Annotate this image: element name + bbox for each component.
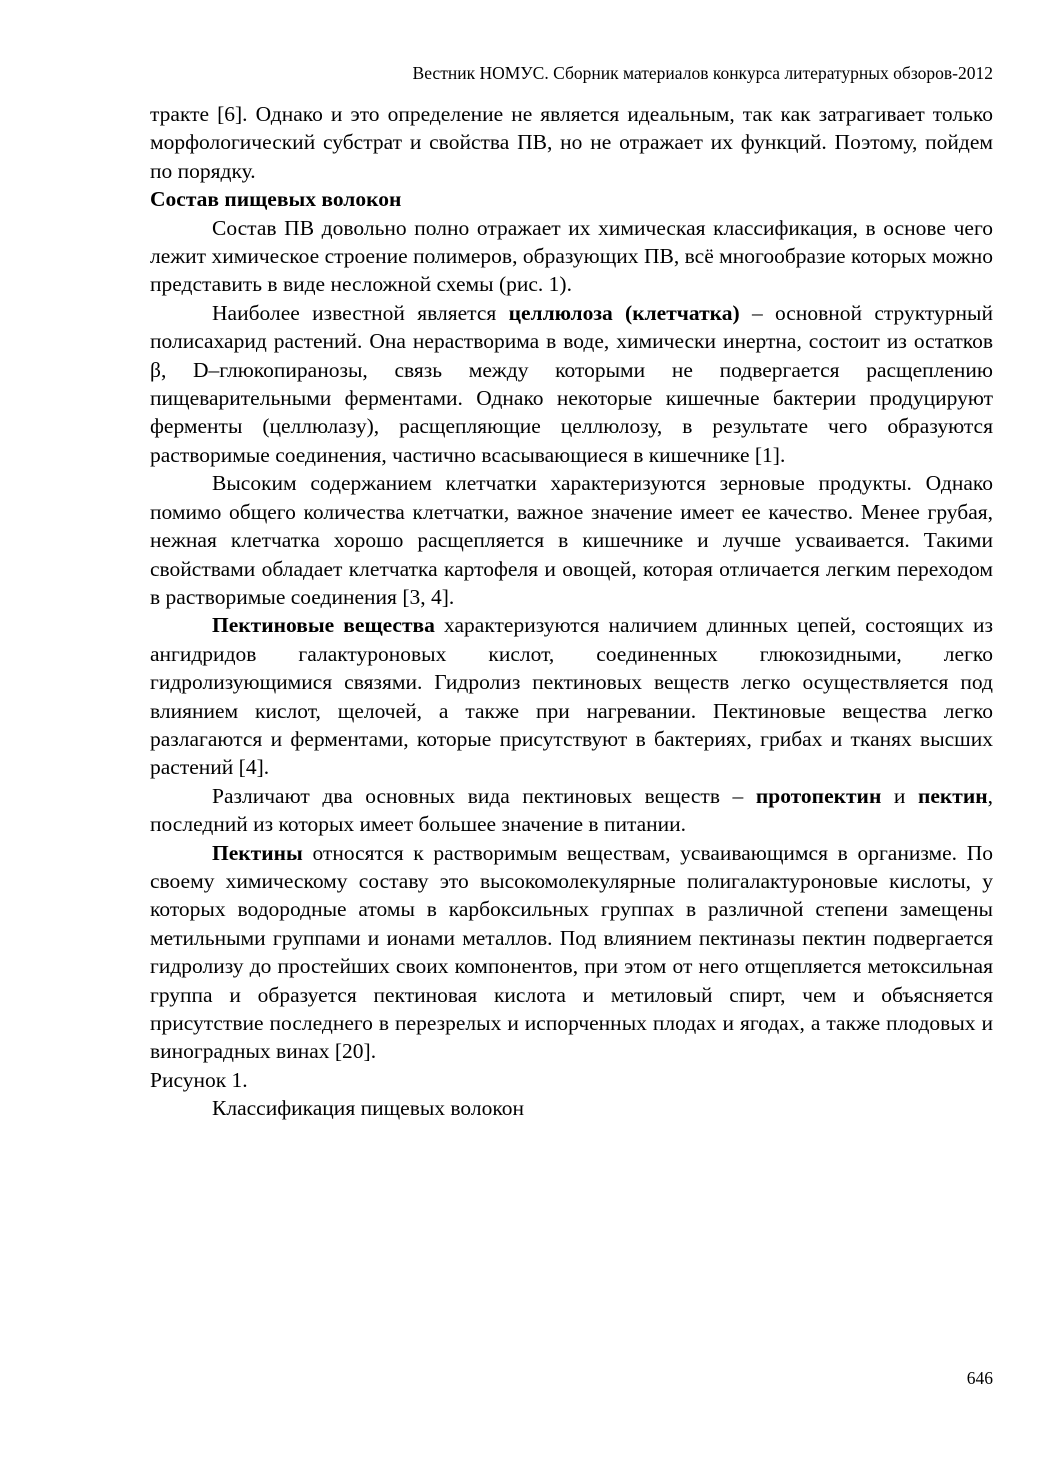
paragraph-cellulose <box>150 299 993 469</box>
figure-caption: Классификация пищевых волокон <box>212 1096 524 1121</box>
figure-label: Рисунок 1. <box>150 1067 248 1092</box>
text-run: характеризуются наличием длинных цепей, состоящих из ангидридов галактуроновых кислот, соединенных глюкозидными, легко гидролизующимися связями. Гидролиз пектиновых веществ легко осуществляется под влиянием кислот, щелочей, а также при нагревании. Пектиновые вещества легко разлагаются и ферментами, которые присутствуют в бактериях, грибах и тканях высших растений [4]. <box>150 613 993 780</box>
page-number: 646 <box>966 1368 993 1388</box>
text-run: Различают два основных вида пектиновых веществ – <box>212 783 756 808</box>
text-run: – основной структурный полисахарид растений. Она нерастворима в воде, химически инертна, состоит из остатков β, D–глюкопиранозы, связь между которыми не подвергается расщеплению пищеварительными ферментами. Однако некоторые кишечные бактерии продуцируют ферменты (целлюлазу), расщепляющие целлюлозу, в результате чего образуются растворимые соединения, частично всасывающиеся в кишечнике [1]. <box>150 300 993 467</box>
section-heading: Состав пищевых волокон <box>150 187 402 212</box>
paragraph-continuation: тракте [6]. Однако и это определение не является идеальным, так как затрагивает только морфологический субстрат и свойства ПВ, но не отражает их функций. Поэтому, пойдем по порядку. <box>150 102 993 183</box>
running-header: Вестник НОМУС. Сборник материалов конкурса литературных обзоров-2012 <box>412 63 993 83</box>
text-run: относятся к растворимым веществам, усваивающимся в организме. По своему химическому составу это высокомолекулярные полигалактуроновые кислоты, у которых водородные атомы в карбоксильных группах в различной степени замещены метильными группами и ионами металлов. Под влиянием пектиназы пектин подвергается гидролизу до простейших своих компонентов, при этом от него отщепляется метоксильная группа и образуется пектиновая кислота и метиловый спирт, чем и объясняется присутствие последнего в перезрелых и испорченных плодах и ягодах, а также плодовых и виноградных винах [20]. <box>150 840 993 1064</box>
page-body <box>150 100 993 1123</box>
term-pectin: пектин <box>917 783 988 808</box>
paragraph-grain-fiber: Высоким содержанием клетчатки характеризуются зерновые продукты. Однако помимо общего количества клетчатки, важное значение имеет ее качество. Менее грубая, нежная клетчатка хорошо расщепляется в кишечнике и лучше усваивается. Такими свойствами обладает клетчатка картофеля и овощей, которая отличается легким переходом в растворимые соединения [3, 4]. <box>150 471 993 609</box>
paragraph-pectin-types <box>150 782 993 839</box>
term-cellulose: целлюлоза (клетчатка) <box>508 300 740 325</box>
term-pectin-substances: Пектиновые вещества <box>212 613 435 638</box>
text-run: Наиболее известной является <box>212 300 509 325</box>
paragraph-composition: Состав ПВ довольно полно отражает их химическая классификация, в основе чего лежит химическое строение полимеров, образующих ПВ, всё многообразие которых можно представить в виде несложной схемы (рис. 1). <box>150 215 993 297</box>
text-run: и <box>881 783 918 808</box>
paragraph-pectins <box>150 839 993 1066</box>
text-run: , последний из которых имеет большее значение в питании. <box>150 783 993 837</box>
paragraph-pectin-substances <box>150 611 993 781</box>
term-protopectin: протопектин <box>755 783 882 808</box>
term-pectins: Пектины <box>212 840 303 865</box>
